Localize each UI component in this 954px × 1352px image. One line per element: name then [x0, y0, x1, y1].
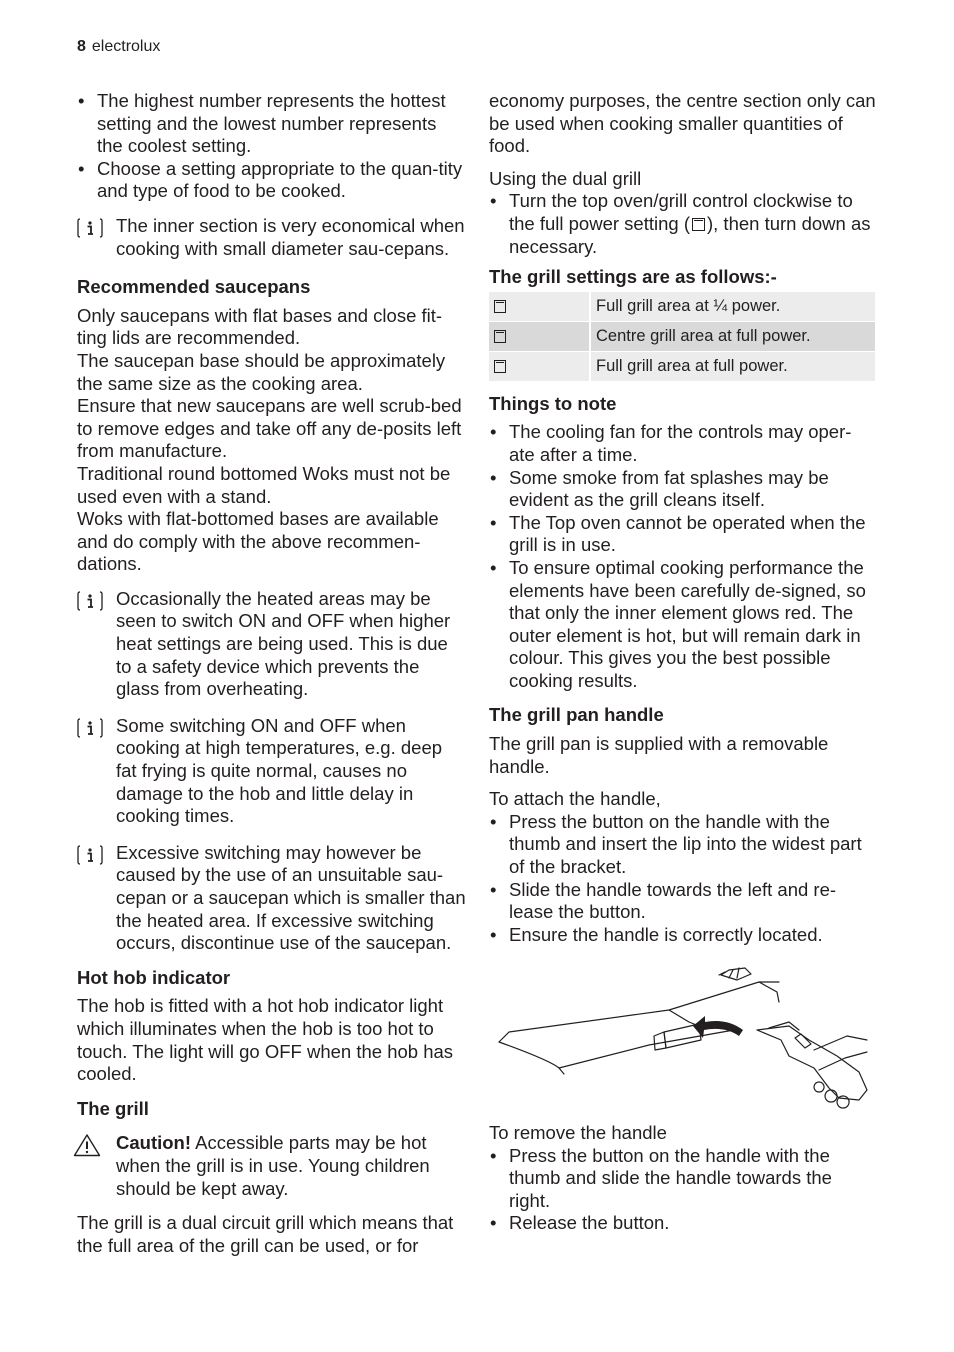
grill-full-power-icon: [692, 218, 705, 231]
info-icon: [77, 591, 103, 611]
grill-centre-icon: [494, 330, 506, 343]
attach-handle-heading: To attach the handle,: [489, 788, 661, 810]
info-note: [77, 842, 467, 955]
brand-name: electrolux: [91, 38, 161, 55]
table-cell: Full grill area at ¼ power.: [590, 292, 875, 322]
page-header: [77, 38, 160, 56]
dual-grill-heading: Using the dual grill: [489, 167, 642, 189]
note-text: Excessive switching may however be caused by the use of an unsuitable sau-cepan or a saucepan which is smaller than the heated area. If excessive switching occurs, discontinue use of the saucepan.: [116, 841, 466, 954]
grill-settings-table: [489, 292, 875, 381]
caution-note: [77, 1132, 467, 1200]
table-cell: [489, 321, 590, 351]
dual-grill-text-start: Turn the top oven/grill control clockwise to the full power setting (: [509, 190, 853, 234]
info-icon: [77, 845, 103, 865]
remove-handle-heading: To remove the handle: [489, 1122, 667, 1143]
dual-grill-text-end: ), then turn down as necessary.: [509, 212, 871, 257]
list-item: • The Top oven cannot be operated when the grill is in use.: [489, 512, 877, 557]
paragraph: Woks with flat-bottomed bases are available and do comply with the above recommen-dations.: [77, 508, 439, 575]
list-item: • Release the button.: [489, 1212, 877, 1235]
attach-list: [489, 811, 877, 947]
table-row: [489, 321, 875, 351]
info-icon: [77, 218, 103, 238]
info-note: [77, 715, 467, 828]
right-column: [489, 90, 877, 1235]
table-cell: [489, 351, 590, 381]
paragraph: Ensure that new saucepans are well scrub-bed to remove edges and take off any de-posits left from manufacture.: [77, 395, 462, 462]
paragraph: Only saucepans with flat bases and close fit-ting lids are recommended.: [77, 304, 443, 349]
caution-label: Caution!: [116, 1132, 192, 1154]
remove-list: [489, 1145, 877, 1235]
caution-text: [116, 1132, 467, 1200]
dual-grill-list: [489, 190, 877, 258]
list-item: • To ensure optimal cooking performance the elements have been carefully de-signed, so that only the inner element glows red. The outer element is hot, but will remain dark in colour. This gives you the best possible cooking results.: [489, 557, 877, 693]
grill-pan-handle-illustration: [489, 960, 877, 1110]
paragraph: The hob is fitted with a hot hob indicator light which illuminates when the hob is too hot to touch. The light will go OFF when the hob has cooled.: [77, 995, 454, 1085]
bullet-list-top: [77, 90, 467, 203]
table-row: [489, 292, 875, 322]
warning-icon: [73, 1133, 101, 1157]
grill-pan-handle-heading: The grill pan handle: [489, 704, 664, 726]
list-item: • Some smoke from fat splashes may be evident as the grill cleans itself.: [489, 467, 877, 512]
list-item: • Ensure the handle is correctly located.: [489, 924, 877, 947]
grill-full-icon: [494, 360, 506, 373]
hot-hob-heading: Hot hob indicator: [77, 966, 231, 988]
info-icon: [77, 718, 103, 738]
info-note: [77, 588, 467, 701]
note-text: The inner section is very economical when cooking with small diameter sau-cepans.: [116, 214, 465, 259]
paragraph: The saucepan base should be approximately the same size as the cooking area.: [77, 349, 446, 394]
grill-quarter-icon: [494, 300, 506, 313]
list-item: • Choose a setting appropriate to the quan-tity and type of food to be cooked.: [77, 158, 467, 203]
list-item: [489, 190, 877, 258]
list-item: • The cooling fan for the controls may oper-ate after a time.: [489, 421, 877, 466]
page-number: 8: [77, 38, 86, 55]
recommended-saucepans-heading: Recommended saucepans: [77, 276, 311, 298]
paragraph: Traditional round bottomed Woks must not be used even with a stand.: [77, 462, 451, 507]
list-item: • Press the button on the handle with the thumb and slide the handle towards the right.: [489, 1145, 877, 1213]
grill-heading: The grill: [77, 1097, 149, 1119]
left-column: [77, 90, 467, 1257]
list-item: • Slide the handle towards the left and re-lease the button.: [489, 879, 877, 924]
table-row: [489, 351, 875, 381]
note-text: Some switching ON and OFF when cooking at high temperatures, e.g. deep fat frying is quite normal, causes no damage to the hob and little delay in cooking times.: [116, 714, 443, 827]
info-note: [77, 215, 467, 260]
things-list: [489, 421, 877, 692]
paragraph: The grill is a dual circuit grill which means that the full area of the grill can be used, or for: [77, 1212, 454, 1256]
grill-settings-heading: The grill settings are as follows:-: [489, 266, 777, 288]
list-item: • The highest number represents the hottest setting and the lowest number represents the coolest setting.: [77, 90, 467, 158]
things-to-note-heading: Things to note: [489, 392, 617, 414]
caution-body: Accessible parts may be hot when the grill is in use. Young children should be kept away.: [116, 1132, 430, 1199]
table-cell: Full grill area at full power.: [590, 351, 875, 381]
note-text: Occasionally the heated areas may be seen to switch ON and OFF when higher heat settings are being used. This is due to a safety device which prevents the glass from overheating.: [116, 587, 451, 700]
list-item: • Press the button on the handle with the thumb and insert the lip into the widest part of the bracket.: [489, 811, 877, 879]
table-cell: Centre grill area at full power.: [590, 321, 875, 351]
paragraph: economy purposes, the centre section only can be used when cooking smaller quantities of food.: [489, 90, 876, 157]
paragraph: The grill pan is supplied with a removable handle.: [489, 733, 829, 777]
table-cell: [489, 292, 590, 322]
